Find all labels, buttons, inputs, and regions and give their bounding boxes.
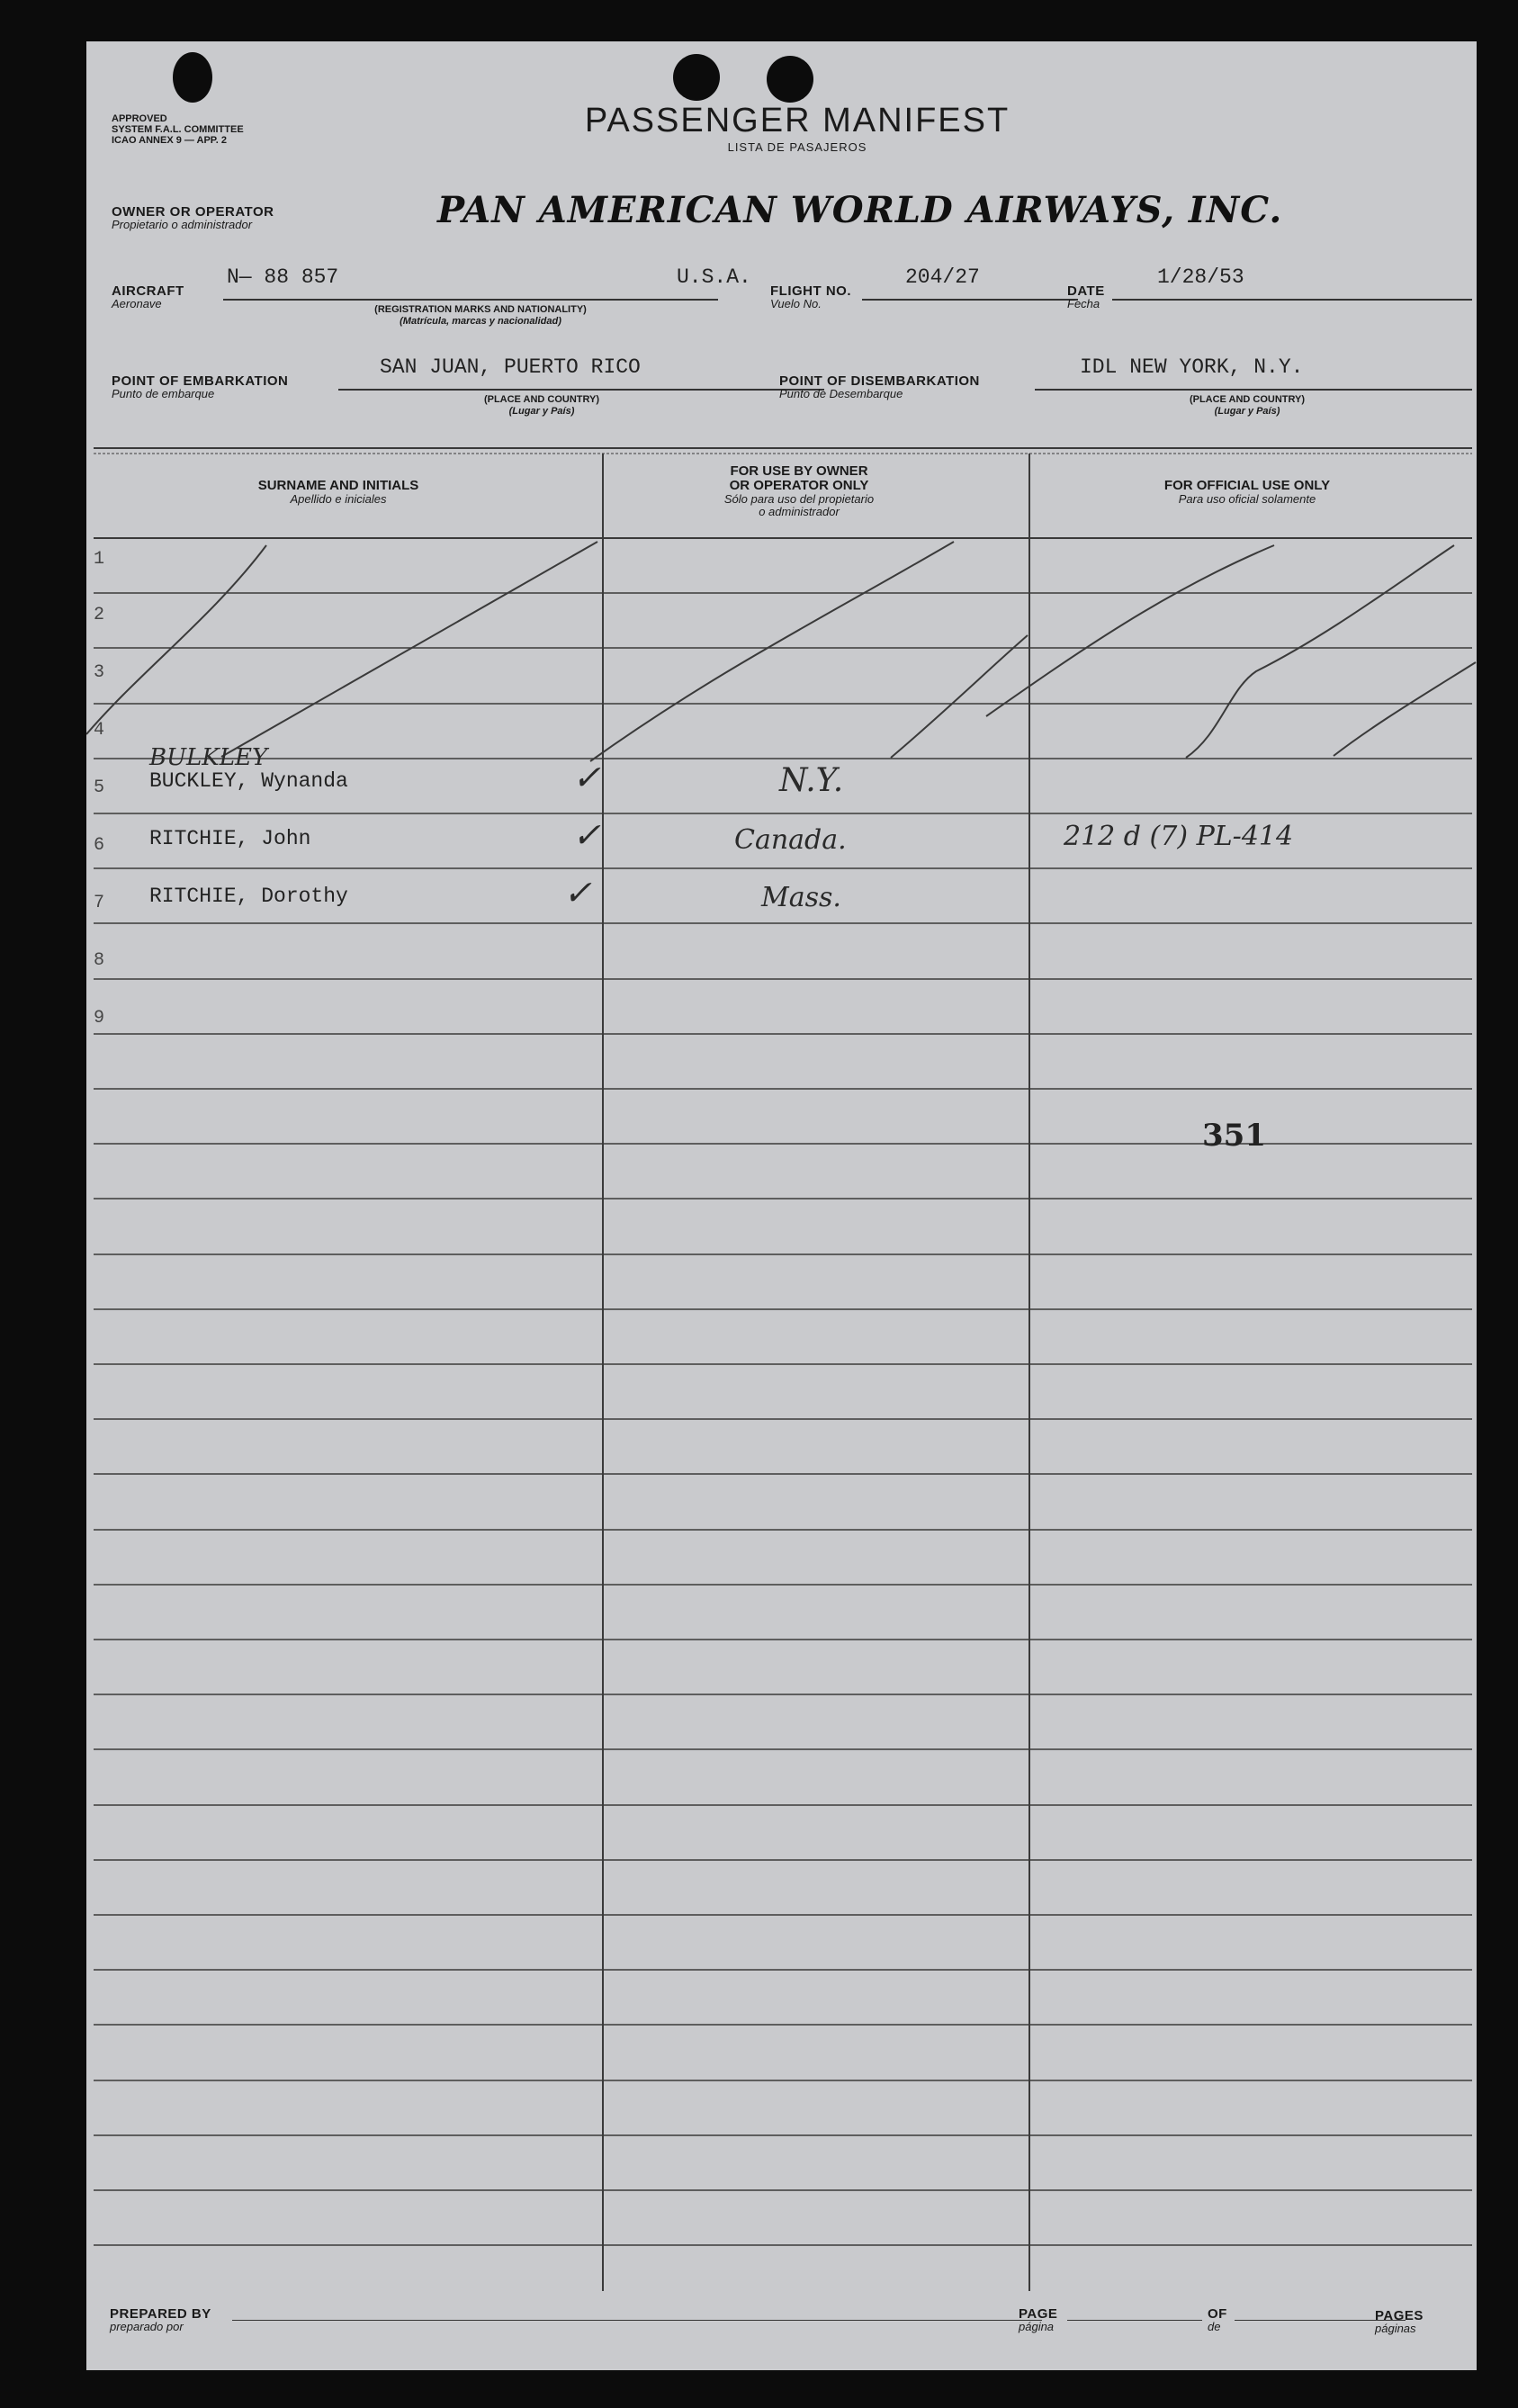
approval-line-1: APPROVED <box>112 113 167 124</box>
col-header-owner-label-1: FOR USE BY OWNER <box>730 463 868 479</box>
owner-label: OWNER OR OPERATOR <box>112 204 274 220</box>
aircraft-label: AIRCRAFT <box>112 283 184 299</box>
pages-label-block <box>1375 2309 1424 2334</box>
flight-number: 204/27 <box>905 265 980 289</box>
row-number: 1 <box>94 549 105 570</box>
date-label-es: Fecha <box>1067 297 1100 310</box>
official-note: 212 d (7) PL-414 <box>1064 821 1294 852</box>
embarkation-label-es: Punto de embarque <box>112 387 215 400</box>
page-subtitle: LISTA DE PASAJEROS <box>727 140 867 154</box>
pages-label: PAGES <box>1375 2308 1424 2323</box>
void-stroke <box>1334 662 1476 756</box>
col-header-official-label-es: Para uso oficial solamente <box>1178 492 1316 506</box>
of-label: OF <box>1208 2306 1227 2322</box>
disembarkation-value: IDL NEW YORK, N.Y. <box>1080 355 1304 379</box>
of-label-block <box>1208 2307 1227 2332</box>
row-number: 4 <box>94 720 105 741</box>
aircraft-registration: N— 88 857 <box>227 265 339 289</box>
page-label-block <box>1019 2307 1057 2332</box>
aircraft-caption: (REGISTRATION MARKS AND NATIONALITY) <box>374 304 587 315</box>
owner-label-es: Propietario o administrador <box>112 218 253 231</box>
owner-note: N.Y. <box>779 762 844 799</box>
owner-note: Mass. <box>761 882 841 913</box>
disembarkation-caption: (PLACE AND COUNTRY) <box>1189 394 1306 405</box>
aircraft-label-es: Aeronave <box>112 297 162 310</box>
void-stroke <box>86 545 266 734</box>
of-label-es: de <box>1208 2320 1221 2333</box>
date-value: 1/28/53 <box>1157 265 1244 289</box>
passenger-name: RITCHIE, John <box>149 827 311 850</box>
row-number: 5 <box>94 777 105 798</box>
check-mark: ✓ <box>572 758 601 797</box>
flight-label: FLIGHT NO. <box>770 283 851 299</box>
disembarkation-label-es: Punto de Desembarque <box>779 387 903 400</box>
date-label: DATE <box>1067 283 1105 299</box>
check-mark: ✓ <box>563 873 592 912</box>
prepared-by-block <box>110 2307 211 2332</box>
void-stroke <box>1186 545 1454 758</box>
embarkation-caption: (PLACE AND COUNTRY) <box>483 394 600 405</box>
row-number: 3 <box>94 662 105 683</box>
void-stroke <box>891 635 1028 758</box>
aircraft-caption-es: (Matrícula, marcas y nacionalidad) <box>400 316 561 327</box>
embarkation-label: POINT OF EMBARKATION <box>112 373 289 389</box>
col-header-owner-label-2: OR OPERATOR ONLY <box>729 478 869 493</box>
name-correction-handwritten: BULKLEY <box>149 744 268 771</box>
col-header-surname-label-es: Apellido e iniciales <box>290 492 387 506</box>
col-header-owner-label-es-2: o administrador <box>759 505 840 518</box>
row-number: 8 <box>94 950 105 971</box>
owner-note: Canada. <box>734 824 847 856</box>
row-number: 7 <box>94 893 105 913</box>
col-header-surname-label: SURNAME AND INITIALS <box>257 478 419 493</box>
page-label: PAGE <box>1019 2306 1058 2322</box>
aircraft-nationality: U.S.A. <box>677 265 751 289</box>
passenger-name: RITCHIE, Dorothy <box>149 885 348 908</box>
manifest-sheet <box>86 41 1477 2370</box>
prepared-by-label: PREPARED BY <box>110 2306 211 2322</box>
col-header-owner-use <box>601 464 997 518</box>
void-stroke <box>590 542 954 761</box>
table-ruling <box>86 41 1477 2370</box>
stamp-number: 351 <box>1202 1118 1266 1154</box>
pages-label-es: páginas <box>1375 2322 1416 2335</box>
prepared-by-label-es: preparado por <box>110 2320 184 2333</box>
page-title: PASSENGER MANIFEST <box>584 102 1011 139</box>
col-header-owner-label-es-1: Sólo para uso del propietario <box>723 492 875 506</box>
flight-label-es: Vuelo No. <box>770 297 822 310</box>
col-header-surname <box>95 479 581 506</box>
passenger-name: BUCKLEY, Wynanda <box>149 769 348 793</box>
row-number: 9 <box>94 1008 105 1029</box>
row-number: 2 <box>94 605 105 625</box>
page-label-es: página <box>1019 2320 1055 2333</box>
disembarkation-caption-es: (Lugar y País) <box>1214 406 1280 417</box>
row-number: 6 <box>94 835 105 856</box>
embarkation-caption-es: (Lugar y País) <box>508 406 575 417</box>
approval-line-3: ICAO ANNEX 9 — APP. 2 <box>112 135 227 146</box>
check-mark: ✓ <box>572 815 601 855</box>
col-header-official-label: FOR OFFICIAL USE ONLY <box>1163 478 1331 493</box>
embarkation-value: SAN JUAN, PUERTO RICO <box>380 355 641 379</box>
owner-value: PAN AMERICAN WORLD AIRWAYS, INC. <box>437 189 1283 231</box>
approval-line-2: SYSTEM F.A.L. COMMITTEE <box>112 124 244 135</box>
disembarkation-label: POINT OF DISEMBARKATION <box>779 373 980 389</box>
col-header-official <box>1031 479 1463 506</box>
void-stroke <box>221 542 597 757</box>
